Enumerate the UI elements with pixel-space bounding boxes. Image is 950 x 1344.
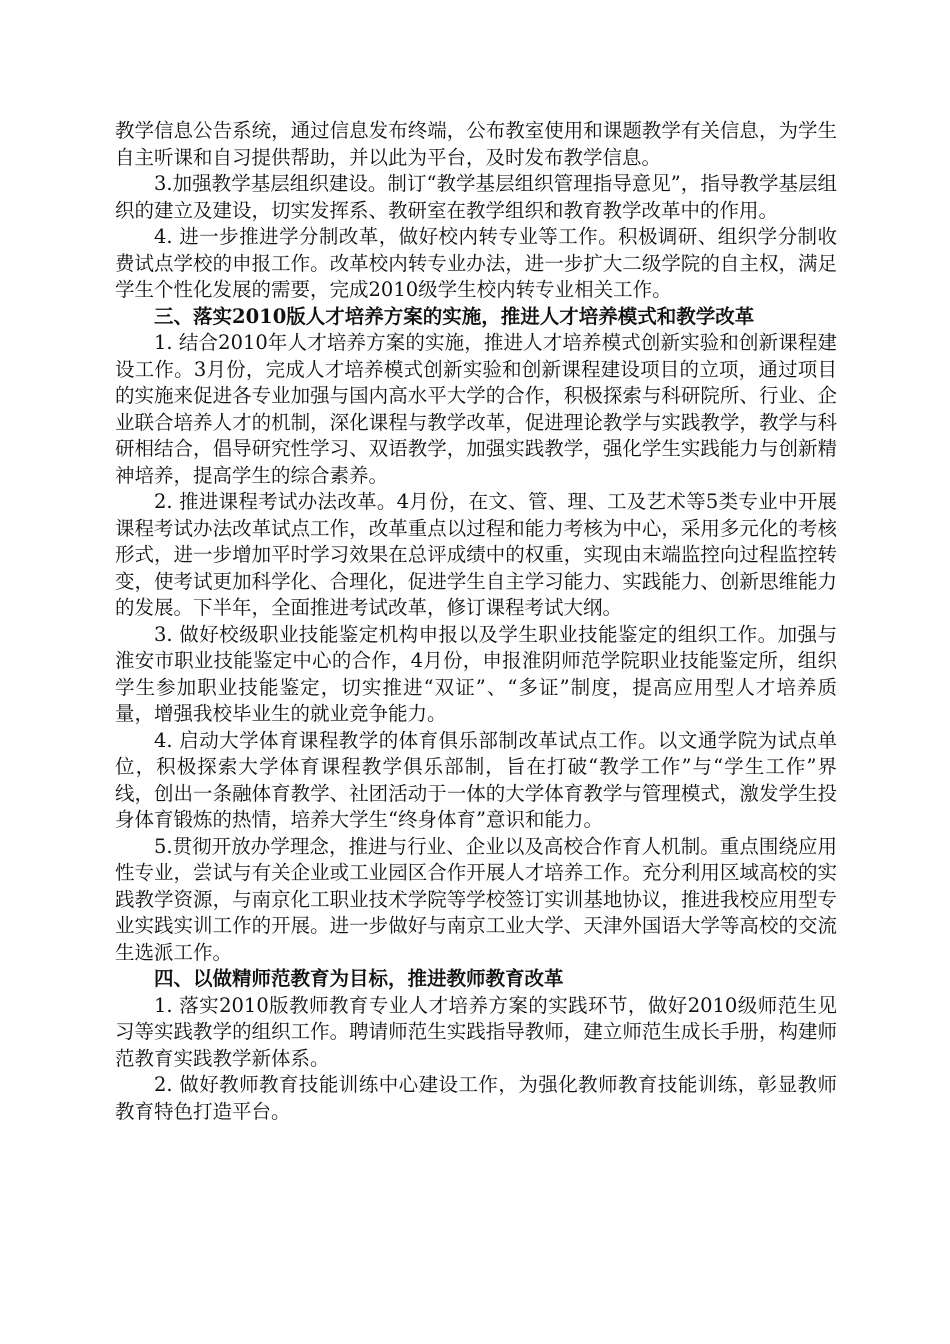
body-paragraph: 3.加强教学基层组织建设。制订“教学基层组织管理指导意见”，指导教学基层组织的建立及建设，切实发挥系、教研室在教学组织和教育教学改革中的作用。 <box>115 172 837 222</box>
document-page <box>115 118 837 1125</box>
section-heading: 四、以做精师范教育为目标，推进教师教育改革 <box>154 967 564 990</box>
body-paragraph: 1. 结合2010年人才培养方案的实施，推进人才培养模式创新实验和创新课程建设工作。3月份，完成人才培养模式创新实验和创新课程建设项目的立项，通过项目的实施来促进各专业加强与国内高水平大学的合作，积极探索与科研院所、行业、企业联合培养人才的机制，深化课程与教学改革，促进理论教学与实践教学，教学与科研相结合，倡导研究性学习、双语教学，加强实践教学，强化学生实践能力与创新精神培养，提高学生的综合素养。 <box>115 331 837 487</box>
body-paragraph: 5.贯彻开放办学理念，推进与行业、企业以及高校合作育人机制。重点围绕应用性专业，尝试与有关企业或工业园区合作开展人才培养工作。充分利用区域高校的实践教学资源，与南京化工职业技术学院等学校签订实训基地协议，推进我校应用型专业实践实训工作的开展。进一步做好与南京工业大学、天津外国语大学等高校的交流生选派工作。 <box>115 834 837 964</box>
body-paragraph: 2. 做好教师教育技能训练中心建设工作，为强化教师教育技能训练，彰显教师教育特色打造平台。 <box>115 1073 837 1123</box>
section-heading: 三、落实2010版人才培养方案的实施，推进人才培养模式和教学改革 <box>154 304 755 328</box>
body-paragraph: 4. 进一步推进学分制改革，做好校内转专业等工作。积极调研、组织学分制收费试点学校的申报工作。改革校内转专业办法，进一步扩大二级学院的自主权，满足学生个性化发展的需要，完成2010级学生校内转专业相关工作。 <box>115 225 837 301</box>
body-paragraph: 4. 启动大学体育课程教学的体育俱乐部制改革试点工作。以文通学院为试点单位，积极探索大学体育课程教学俱乐部制，旨在打破“教学工作”与“学生工作”界线，创出一条融体育教学、社团活动于一体的大学体育教学与管理模式，激发学生投身体育锻炼的热情，培养大学生“终身体育”意识和能力。 <box>115 728 837 831</box>
body-paragraph: 3. 做好校级职业技能鉴定机构申报以及学生职业技能鉴定的组织工作。加强与淮安市职业技能鉴定中心的合作，4月份，申报淮阴师范学院职业技能鉴定所，组织学生参加职业技能鉴定，切实推进“双证”、“多证”制度，提高应用型人才培养质量，增强我校毕业生的就业竞争能力。 <box>115 622 837 725</box>
body-paragraph: 教学信息公告系统，通过信息发布终端，公布教室使用和课题教学有关信息，为学生自主听课和自习提供帮助，并以此为平台，及时发布教学信息。 <box>115 119 837 169</box>
body-paragraph: 1. 落实2010版教师教育专业人才培养方案的实践环节，做好2010级师范生见习等实践教学的组织工作。聘请师范生实践指导教师，建立师范生成长手册，构建师范教育实践教学新体系。 <box>115 993 837 1070</box>
body-paragraph: 2. 推进课程考试办法改革。4月份，在文、管、理、工及艺术等5类专业中开展课程考试办法改革试点工作，改革重点以过程和能力考核为中心，采用多元化的考核形式，进一步增加平时学习效果在总评成绩中的权重，实现由末端监控向过程监控转变，使考试更加科学化、合理化，促进学生自主学习能力、实践能力、创新思维能力的发展。下半年，全面推进考试改革，修订课程考试大纲。 <box>115 490 837 619</box>
